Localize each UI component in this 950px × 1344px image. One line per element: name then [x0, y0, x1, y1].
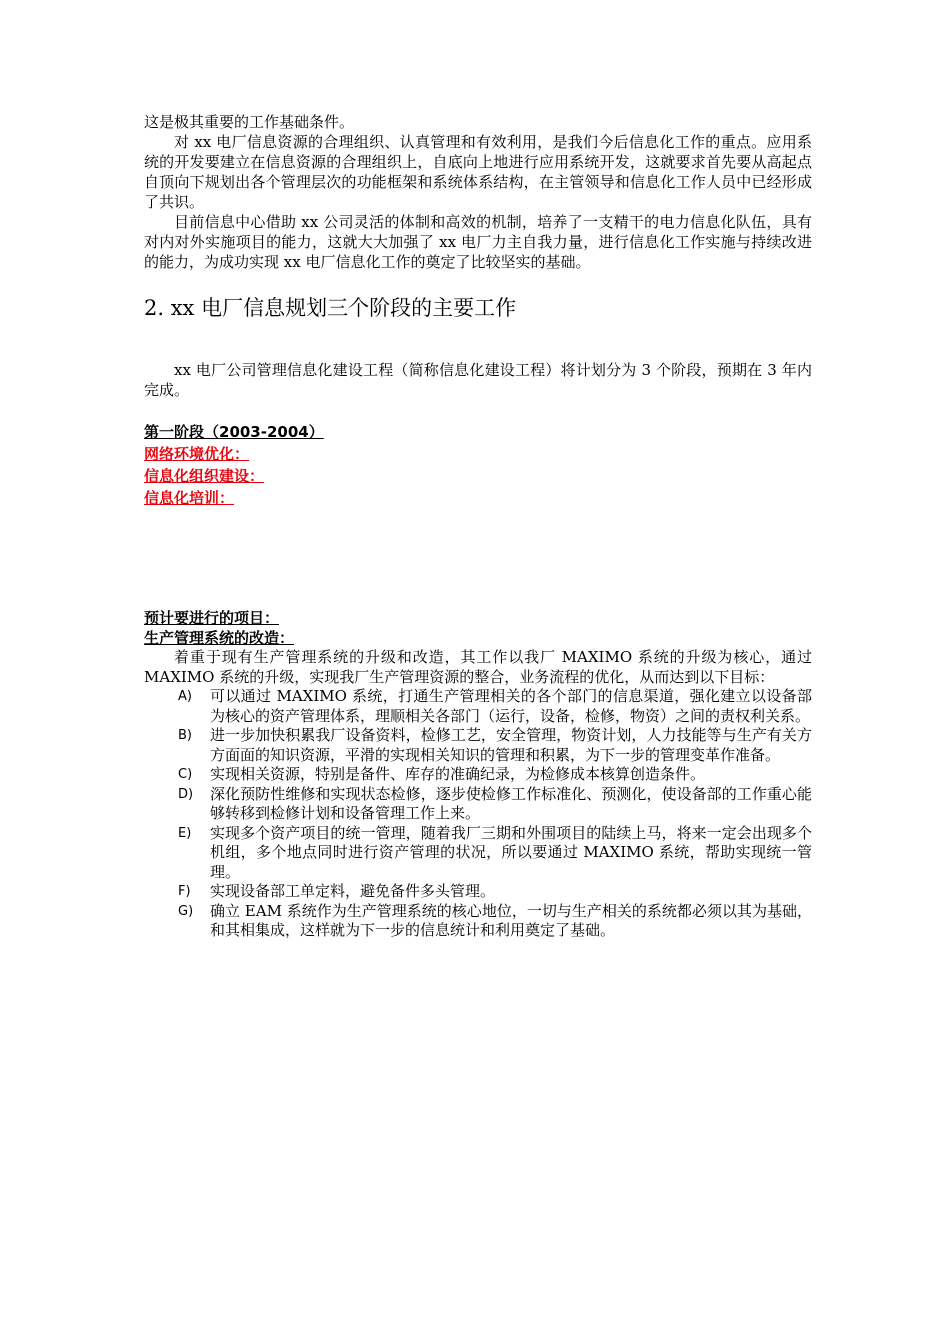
stage-title: 第一阶段（2003-2004） — [144, 423, 324, 441]
list-marker: E) — [178, 825, 192, 841]
list-marker: G) — [178, 903, 194, 919]
list-item — [144, 824, 812, 883]
list-item — [144, 765, 812, 785]
document-page — [144, 112, 812, 941]
list-item-text: 实现多个资产项目的统一管理，随着我厂三期和外围项目的陆续上马，将来一定会出现多个机组，多个地点同时进行资产管理的状况，所以要通过 MAXIMO 系统，帮助实现统一管理。 — [210, 823, 812, 881]
list-marker: B) — [178, 728, 192, 743]
list-item — [144, 902, 812, 941]
list-marker: F) — [178, 884, 191, 899]
list-marker: A) — [178, 689, 192, 704]
list-item — [144, 882, 812, 902]
list-marker: D) — [178, 786, 194, 802]
list-item-text: 可以通过 MAXIMO 系统，打通生产管理相关的各个部门的信息渠道，强化建立以设备部为核心的资产管理体系，理顺相关各部门（运行，设备，检修，物资）之间的责权利关系。 — [210, 687, 812, 725]
list-marker: C) — [178, 767, 193, 782]
goals-list — [144, 687, 812, 941]
list-item-text: 实现相关资源，特别是备件、库存的准确纪录，为检修成本核算创造条件。 — [210, 765, 706, 783]
list-item-text: 进一步加快积累我厂设备资料，检修工艺，安全管理，物资计划，人力技能等与生产有关方方面面的知识资源，平滑的实现相关知识的管理和积累，为下一步的管理变革作准备。 — [210, 726, 812, 764]
list-item-text: 确立 EAM 系统作为生产管理系统的核心地位，一切与生产相关的系统都必须以其为基础，和其相集成，这样就为下一步的信息统计和利用奠定了基础。 — [210, 901, 812, 939]
list-item-text: 实现设备部工单定料，避免备件多头管理。 — [210, 882, 496, 900]
list-item — [144, 687, 812, 726]
projects-paragraph: 着重于现有生产管理系统的升级和改造，其工作以我厂 MAXIMO 系统的升级为核心，通过 MAXIMO 系统的升级，实现我厂生产管理资源的整合，业务流程的优化，从而达到以下目标： — [144, 648, 812, 686]
list-item — [144, 726, 812, 765]
intro-line: 这是极其重要的工作基础条件。 — [144, 113, 355, 131]
list-item — [144, 785, 812, 824]
stage-item-network: 网络环境优化： — [144, 445, 250, 463]
stage-item-organization: 信息化组织建设： — [144, 467, 265, 485]
projects-title: 预计要进行的项目： — [144, 609, 280, 627]
section-paragraph: xx 电厂公司管理信息化建设工程（简称信息化建设工程）将计划分为 3 个阶段，预期在 3 年内完成。 — [144, 361, 812, 399]
intro-paragraph-1: 对 xx 电厂信息资源的合理组织、认真管理和有效利用，是我们今后信息化工作的重点。应用系统的开发要建立在信息资源的合理组织上，自底向上地进行应用系统开发，这就要求首先要从高起点自顶向下规划出各个管理层次的功能框架和系统体系结构，在主管领导和信息化工作人员中已经形成了共识。 — [144, 133, 812, 211]
projects-subtitle: 生产管理系统的改造： — [144, 629, 295, 647]
intro-paragraph-2: 目前信息中心借助 xx 公司灵活的体制和高效的机制，培养了一支精干的电力信息化队伍，具有对内对外实施项目的能力，这就大大加强了 xx 电厂力主自我力量，进行信息化工作实施与持续改进的能力，为成功实现 xx 电厂信息化工作的奠定了比较坚实的基础。 — [144, 213, 812, 271]
list-item-text: 深化预防性维修和实现状态检修，逐步使检修工作标准化、预测化，使设备部的工作重心能够转移到检修计划和设备管理工作上来。 — [210, 784, 812, 822]
section-heading: 2. xx 电厂信息规划三个阶段的主要工作 — [144, 296, 517, 320]
stage-item-training: 信息化培训： — [144, 489, 235, 507]
